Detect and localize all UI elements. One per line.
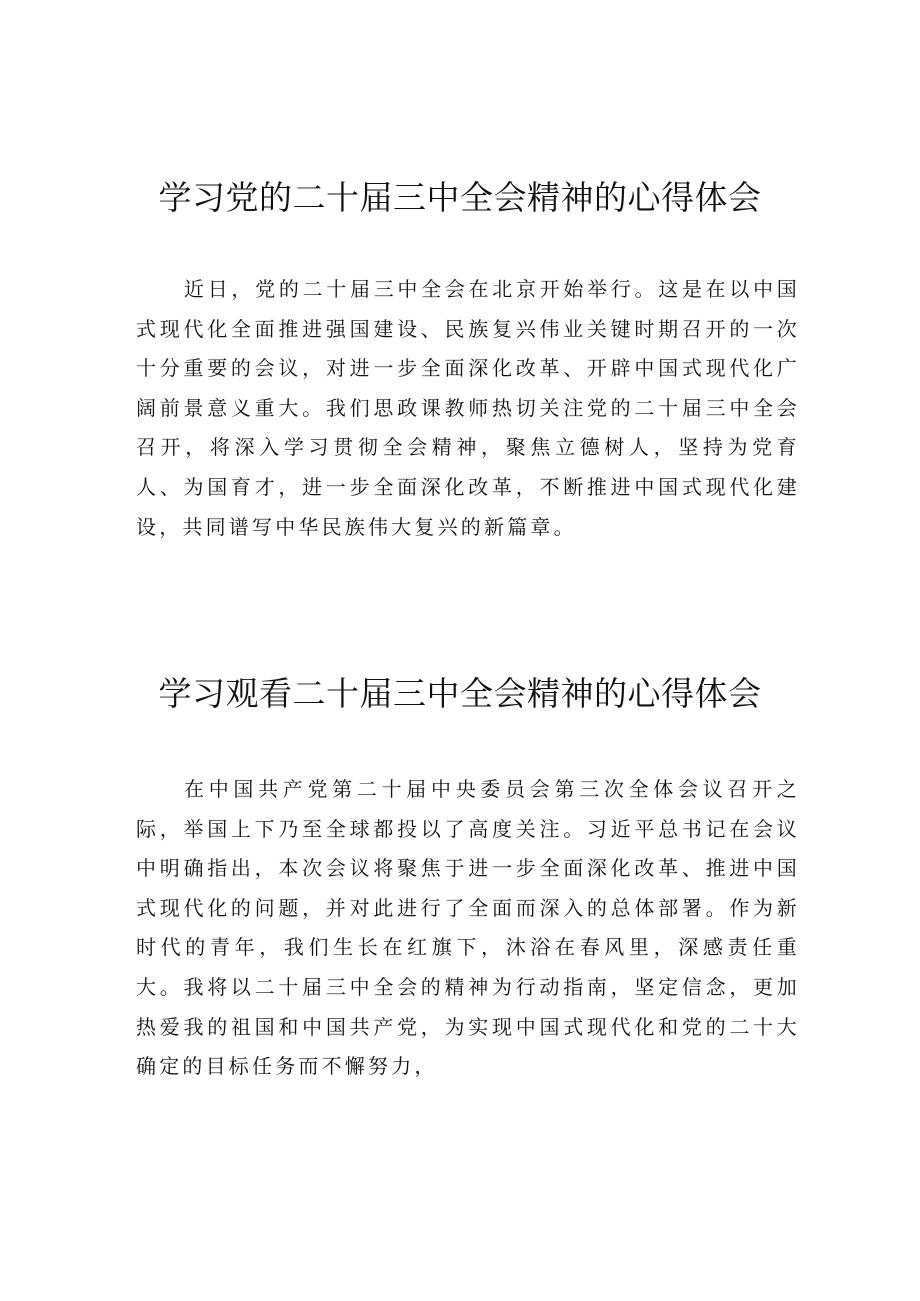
section-title-2: 学习观看二十届三中全会精神的心得体会 (158, 674, 762, 713)
section-paragraph-1: 近日，党的二十届三中全会在北京开始举行。这是在以中国式现代化全面推进强国建设、民族复兴伟业关键时期召开的一次十分重要的会议，对进一步全面深化改革、开辟中国式现代化广阔前景意义重大。我们思政课教师热切关注党的二十届三中全会召开，将深入学习贯彻全会精神，聚焦立德树人，坚持为党育人、为国育才，进一步全面深化改革，不断推进中国式现代化建设，共同谱写中华民族伟大复兴的新篇章。 (136, 277, 800, 539)
section-paragraph-2: 在中国共产党第二十届中央委员会第三次全体会议召开之际，举国上下乃至全球都投以了高度关注。习近平总书记在会议中明确指出，本次会议将聚焦于进一步全面深化改革、推进中国式现代化的问题，并对此进行了全面而深入的总体部署。作为新时代的青年，我们生长在红旗下，沐浴在春风里，深感责任重大。我将以二十届三中全会的精神为行动指南，坚定信念，更加热爱我的祖国和中国共产党，为实现中国式现代化和党的二十大确定的目标任务而不懈努力， (136, 777, 800, 1079)
section-title-1: 学习党的二十届三中全会精神的心得体会 (158, 178, 762, 217)
